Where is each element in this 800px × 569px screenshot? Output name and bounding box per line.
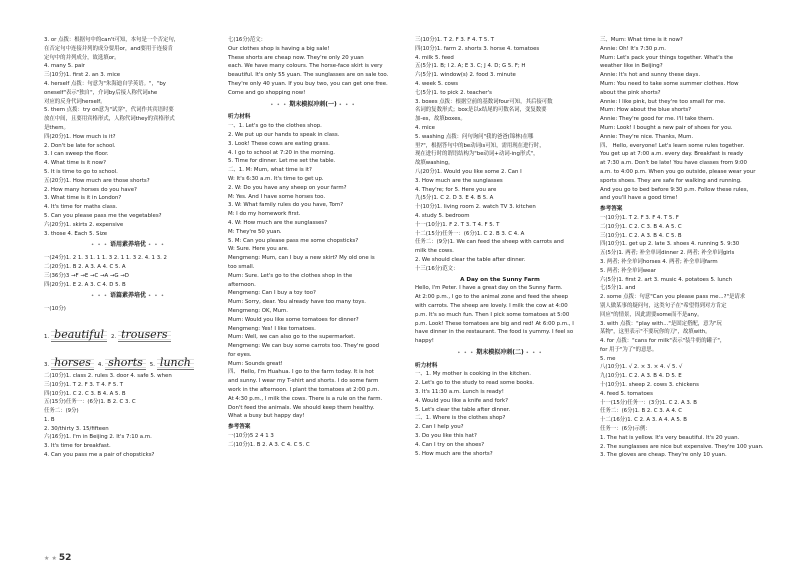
- column-2-listening: [228, 122, 398, 421]
- text-line: 八(20分)1. Would you like some 2. Can I: [415, 168, 522, 175]
- text-line: 一、1. My mother is cooking in the kitchen.: [415, 371, 532, 378]
- text-line: 任务二：(9分): [44, 408, 79, 415]
- column-4-answers: [600, 214, 770, 460]
- text-line: 七(5分)1. to pick 2. teacher's: [415, 89, 492, 96]
- text-line: 一(24分)1. 2 1. 3 1. 1 1. 3 2. 1 1. 3 2. 4. 1 3. 2: [44, 255, 167, 262]
- text-line: 回应"的情景，因此需要some而不是any。: [600, 311, 703, 318]
- reference-answers-heading: 参考答案: [228, 424, 251, 431]
- text-line: Annie: They're nice. Thanks, Mum.: [600, 133, 694, 140]
- text-line: 某物"，这里表示"不要玩你的刀"，故填with。: [600, 329, 711, 336]
- handwriting-number: 1.: [44, 334, 50, 341]
- text-line: 2. How many horses do you have?: [44, 186, 137, 193]
- text-line: 定句中的并列成分，故选填or。: [44, 54, 120, 61]
- text-line: Hello, I'm Peter. I have a great day on the Sunny Farm.: [415, 285, 563, 292]
- text-line: 七(5分)1. and: [600, 285, 636, 292]
- column-3: [415, 36, 585, 458]
- text-line: At 2:00 p.m., I go to the animal zone and feed the sheep: [415, 294, 569, 301]
- text-line: 3. Do you like this hat?: [415, 433, 477, 440]
- text-line: 四(20分)1. E 2. A 3. C 4. D 5. B: [44, 281, 126, 288]
- text-line: 名词的复数形式；box是以x结尾的可数名词，变复数要: [415, 107, 547, 114]
- text-line: 3. those 4. Each 5. Size: [44, 230, 108, 237]
- text-line: Come and go shopping now!: [228, 89, 306, 96]
- handwriting-text: beautiful: [51, 329, 107, 342]
- text-line: 十一(15分)任务一：(3分)1. C 2. A 3. B: [600, 399, 697, 406]
- section-heading-final-mock-2: • • • 期末模拟冲刺(二) • • •: [457, 348, 543, 356]
- text-line: 3. Look! These cows are eating grass.: [228, 140, 330, 147]
- text-line: each. We have many colours. The horse-face skirt is very: [228, 63, 383, 70]
- text-line: 2. some 点拨：句意"Can you please pass me...?"是请求: [600, 294, 746, 301]
- text-line: 5. Can you please pass me the vegetables?: [44, 212, 162, 219]
- text-line: 三(10分)1. first 2. an 3. mice: [44, 72, 121, 79]
- text-line: 对应的反身代词herself。: [44, 98, 106, 105]
- text-line: 3. The gloves are cheap. They're only 10 yuan.: [600, 452, 727, 459]
- text-line: 3. 两者; 补全单词horses 4. 两者; 补全单词farm: [600, 258, 718, 265]
- column-2-essay: [228, 36, 398, 98]
- text-line: 5. How much are the shorts?: [415, 450, 493, 457]
- text-line: 四、 Hello, I'm Huahua. I go to the farm today. It is hot: [228, 369, 374, 376]
- text-line: 3. with 点拨："play with..."是固定搭配，意为"玩: [600, 320, 722, 327]
- text-line: at 7:30 a.m. Don't be late! You have classes from 9:00: [600, 160, 747, 167]
- text-line: 3. It's time for breakfast.: [44, 443, 111, 450]
- text-line: 2. Can I help you?: [415, 424, 464, 431]
- handwriting-word: [44, 357, 94, 370]
- handwriting-row-1: [44, 316, 212, 342]
- text-line: 六(5分)1. window(s) 2. food 3. minute: [415, 72, 516, 79]
- text-line: W: It's 6:30 a.m. It's time to get up.: [228, 175, 324, 182]
- text-line: 四、 Hello, everyone! Let's learn some rules together.: [600, 142, 745, 149]
- text-line: Don't feed the animals. We should keep them healthy.: [228, 404, 375, 411]
- column-2: [228, 36, 398, 450]
- text-line: happy!: [415, 338, 434, 345]
- text-line: W: Sure. Here you are.: [228, 246, 289, 253]
- text-line: 2. We should clear the table after dinner.: [415, 256, 526, 263]
- listening-material-heading: 听力材料: [228, 114, 251, 121]
- text-line: 1. The hat is yellow. It's very beautiful. It's 20 yuan.: [600, 434, 740, 441]
- handwriting-number: 4.: [97, 362, 104, 369]
- handwriting-number: 5.: [149, 362, 155, 369]
- text-line: 4. many 5. pair: [44, 63, 86, 70]
- text-line: have dinner in the restaurant. The food is yummy. I feel so: [415, 329, 574, 336]
- handwriting-word: [111, 329, 171, 342]
- text-line: too small.: [228, 263, 255, 270]
- text-line: 4. Would you like a knife and fork?: [415, 397, 509, 404]
- text-line: 4. It's time for maths class.: [44, 204, 118, 211]
- text-line: Mum: Let's pack your things together. What's the: [600, 54, 734, 61]
- text-line: a.m. to 4:00 p.m. When you go outside, please wear your: [600, 168, 756, 175]
- text-line: 五(20分)1. How much are those shorts?: [44, 177, 150, 184]
- section-heading-final-mock-1: • • • 期末模拟冲刺(一) • • •: [270, 100, 356, 108]
- text-line: 4. herself 点拨：句意为"朱海迪自学英语。"，"by: [44, 80, 166, 87]
- text-line: weather like in Beijing?: [600, 63, 663, 70]
- handwriting-text: lunch: [157, 357, 194, 370]
- handwriting-text: horses: [51, 357, 94, 370]
- text-line: 3. or 点拨：根据句中的can't可知，本句是一个否定句，: [44, 37, 180, 43]
- text-line: 三(10分)1. C 2. A 3. B 4. C 5. B: [600, 232, 682, 239]
- handwriting-word: [44, 329, 107, 342]
- text-line: 5. 两者; 补全单词wear: [600, 267, 656, 274]
- text-line: 4. W: How much are the sunglasses?: [228, 219, 328, 226]
- text-line: 5. me: [600, 355, 616, 362]
- reference-answers-heading-2: 参考答案: [600, 206, 623, 213]
- text-line: 4. milk 5. feed: [415, 54, 454, 61]
- text-line: Mum: Would you like some tomatoes for dinner?: [228, 316, 359, 323]
- text-line: 九(5分)1. C 2. D 3. E 4. B 5. A: [415, 195, 494, 202]
- text-line: M: I do my homework first.: [228, 211, 301, 218]
- text-line: 3. boxes 点拨：根据空前的基数词four可知，其后接可数: [415, 98, 553, 105]
- text-line: Mum: Look! I bought a new pair of shoes for you.: [600, 124, 733, 131]
- text-line: 5. Time for dinner. Let me set the table.: [228, 158, 336, 165]
- handwriting-word: [150, 357, 194, 370]
- page-number: ★ ★ 52: [44, 553, 72, 563]
- text-line: They're only 40 yuan. If you buy two, you can get one free.: [228, 80, 388, 87]
- text-line: 5. them 点拨：try on意为"试穿"，代词作其宾语时要: [44, 107, 174, 114]
- text-line: 别人做某事的疑问句，这类句子在"希望得到对方肯定: [600, 302, 727, 309]
- text-line: 是them。: [44, 124, 69, 131]
- text-line: 六(16分)1. I'm in Beijing 2. It's 7:10 a.m.: [44, 434, 152, 441]
- text-line: 加-es，故填boxes。: [415, 116, 466, 123]
- text-line: 放在中间，且要用宾格形式，人称代词they的宾格形式: [44, 116, 175, 123]
- text-line: oneself"表示"独自"，介词by后接人称代词she: [44, 89, 158, 96]
- text-line: with carrots. The sheep are lovely. I milk the cow at 4:00: [415, 302, 568, 309]
- text-line: 在否定句中连接并列的成分要用or，and要用于连接肯: [44, 45, 173, 52]
- text-line: p.m. It's so much fun. Then I pick some tomatoes at 5:00: [415, 311, 570, 318]
- text-line: 3. It's 11:30 a.m. Lunch is ready!: [415, 389, 504, 396]
- text-line: 十三(16分)范文：: [415, 265, 459, 272]
- column-1-answers-a: [44, 36, 212, 238]
- listening-material-heading-2: 听力材料: [415, 362, 438, 369]
- handwriting-number: 3.: [44, 362, 50, 369]
- column-3-essay: [415, 284, 585, 346]
- column-3-listening: [415, 370, 585, 458]
- text-line: 十二(15分)任务一：(6分)1. C 2. B 3. C 4. A: [415, 230, 525, 237]
- text-line: Mum: Sounds great!: [228, 360, 283, 367]
- column-4: [600, 36, 770, 460]
- text-line: 3. W: What family rules do you have, Tom?: [228, 202, 344, 209]
- text-line: 六(20分)1. skirts 2. expensive: [44, 221, 124, 228]
- text-line: 九(10分)1. C 2. A 3. B 4. D 5. E: [600, 373, 682, 380]
- text-line: 七(16分)范文：: [228, 37, 267, 43]
- text-line: 4. Can you pass me a pair of chopsticks?: [44, 452, 155, 459]
- text-line: and you'll have a good time!: [600, 195, 678, 202]
- text-line: 十一(10分)1. F 2. T 3. T 4. F 5. T: [415, 221, 500, 228]
- text-line: 一(10分)5 2 4 1 3: [228, 433, 274, 440]
- text-line: 5. washing 点拨：问句询问"我的爸爸(锦林)在哪: [415, 133, 534, 140]
- text-line: 二(10分)1. B 2. A 3. C 4. C 5. C: [228, 441, 310, 448]
- text-line: 4. mice: [415, 124, 435, 131]
- text-line: 五(5分)1. 两者; 补全单词dinner 2. 两者; 补全单词girls: [600, 250, 735, 257]
- text-line: And you go to bed before 9:30 p.m. Follow these rules,: [600, 186, 749, 193]
- section-heading-pragmatics: • • • 语用素养培优 • • •: [91, 241, 165, 249]
- text-line: Mengmeng: OK, Mum.: [228, 307, 288, 314]
- text-line: 二、1. M: Mum, what time is it?: [228, 167, 312, 174]
- column-4-listening: [600, 36, 770, 203]
- text-line: 3. What time is it in London?: [44, 195, 122, 202]
- text-line: 一、1. Let's go to the clothes shop.: [228, 123, 322, 130]
- column-1-answers-c: [44, 372, 212, 460]
- text-line: 现在进行时的谓语结构为"be动词+动词-ing形式"，: [415, 151, 539, 158]
- text-line: Mengmeng: Can I buy a toy too?: [228, 290, 316, 297]
- text-line: Mum: Well, we can also go to the supermarket.: [228, 334, 356, 341]
- text-line: milk the cows.: [415, 248, 454, 255]
- text-line: 三、Mum: What time is it now?: [600, 37, 683, 43]
- handwriting-number: 2.: [110, 334, 117, 341]
- text-line: 4. study 5. bedroom: [415, 212, 470, 219]
- text-line: 2. W: Do you have any sheep on your farm?: [228, 184, 347, 191]
- text-line: 四(10分)1. farm 2. shorts 3. horse 4. tomatoes: [415, 45, 540, 52]
- text-line: work in the afternoon. I plant the tomatoes at 2:00 p.m.: [228, 387, 380, 394]
- text-line: 一(10分)1. T 2. F 3. F 4. T 5. F: [600, 214, 679, 221]
- text-line: 三(36分)3 →F →E →C →A →G →D: [44, 272, 129, 279]
- text-line: Annie: Oh! It's 7:30 p.m.: [600, 45, 667, 52]
- text-line: Our clothes shop is having a big sale!: [228, 45, 330, 52]
- text-line: Annie: I like pink, but they're too small for me.: [600, 98, 726, 105]
- text-line: for 用于"为了"的意思。: [600, 346, 658, 353]
- text-line: 四(10分)1. get up 2. late 3. shoes 4. running 5. 9:30: [600, 241, 740, 248]
- text-line: 5. M: Can you please pass me some chopsticks?: [228, 237, 359, 244]
- text-line: Annie: They're good for me. I'll take them.: [600, 116, 714, 123]
- text-line: 二、1. Where is the clothes shop?: [415, 415, 506, 422]
- text-line: 任务一：(6分)示例：: [600, 426, 651, 433]
- text-line: Mum: Sure. Let's go to the clothes shop in the: [228, 272, 353, 279]
- text-line: 4. week 5. cows: [415, 80, 459, 87]
- text-line: 五(5分)1. B; I 2. A; E 3. C; J 4. D; G 5. F; H: [415, 63, 526, 70]
- column-3-answers-a: [415, 36, 585, 274]
- handwriting-text: shorts: [105, 357, 146, 370]
- text-line: 十(10分)1. living room 2. watch TV 3. kitchen: [415, 204, 536, 211]
- text-line: 二(20分)1. B 2. A 3. A 4. C 5. A: [44, 263, 126, 270]
- text-line: 故填washing。: [415, 160, 454, 167]
- text-line: 四(10分)1. C 2. C 3. B 4. A 5. B: [44, 390, 126, 397]
- text-line: 4. What time is it now?: [44, 160, 106, 167]
- text-line: Mum: You need to take some summer clothes. How: [600, 80, 739, 87]
- text-line: 1. B: [44, 416, 55, 423]
- text-line: 4. feed 5. tomatoes: [600, 390, 653, 397]
- text-line: You get up at 7:00 a.m. every day. Breakfast is ready: [600, 151, 744, 158]
- text-line: 任务二：(6分)1. B 2. C 3. A 4. C: [600, 408, 683, 415]
- text-line: 任务二：(9分)1. We can feed the sheep with carrots and: [415, 239, 564, 246]
- text-line: Mum: How about the blue shorts?: [600, 107, 692, 114]
- text-line: Mengmeng: We can buy some carrots too. They're good: [228, 343, 380, 350]
- text-line: 3. I can sweep the floor.: [44, 151, 109, 158]
- text-line: 十二(16分)1. C 2. A 3. A 4. A 5. B: [600, 417, 687, 424]
- handwriting-row-2: [44, 344, 212, 370]
- text-line: 三(10分)1. T 2. F 3. F 4. T 5. T: [415, 37, 495, 43]
- text-line: 5. Let's clear the table after dinner.: [415, 406, 511, 413]
- text-line: 二(10分)1. class 2. rules 3. door 4. safe 5. when: [44, 372, 172, 379]
- text-line: 2. We put up our hands to speak in class.: [228, 131, 340, 138]
- text-line: 八(10分)1. √ 2. × 3. × 4. √ 5. √: [600, 364, 683, 371]
- text-line: 2. Don't be late for school.: [44, 142, 116, 149]
- handwriting-prefix: 一(10分): [44, 306, 66, 313]
- text-line: Annie: It's hot and sunny these days.: [600, 72, 701, 79]
- text-line: 4. They're; for 5. Here you are: [415, 186, 497, 193]
- text-line: for eyes.: [228, 351, 252, 358]
- text-line: 4. for 点拨："cans for milk"表示"装牛奶的罐子"，: [600, 338, 726, 345]
- text-line: Mum: Sorry, dear. You already have too many toys.: [228, 299, 366, 306]
- text-line: about the pink shorts?: [600, 89, 661, 96]
- text-line: p.m. Look! These tomatoes are big and red! At 6:00 p.m., I: [415, 320, 574, 327]
- text-line: 三(10分)1. T 2. F 3. T 4. F 5. T: [44, 381, 124, 388]
- text-line: beautiful. It's only 55 yuan. The sunglasses are on sale too.: [228, 72, 389, 79]
- text-line: Mengmeng: Mum, can I buy a new skirt? My old one is: [228, 255, 375, 262]
- section-heading-discourse: • • • 语篇素养培优 • • •: [91, 292, 165, 300]
- column-1: [44, 36, 212, 460]
- text-line: afternoon.: [228, 281, 256, 288]
- text-line: 五(15分)任务一：(6分)1. B 2. C 3. C: [44, 399, 136, 406]
- text-line: 4. Can I try on the shoes?: [415, 441, 485, 448]
- text-line: 六(5分)1. first 2. art 3. music 4. potatoes 5. lunch: [600, 276, 733, 283]
- text-line: What a busy but happy day!: [228, 413, 305, 420]
- text-line: 3. How much are the sunglasses: [415, 177, 503, 184]
- handwriting-word: [98, 357, 146, 370]
- text-line: 2. The sunglasses are nice but expensive. They're 100 yuan.: [600, 443, 764, 450]
- text-line: 二(10分)1. C 2. C 3. B 4. A 5. C: [600, 223, 682, 230]
- text-line: Mengmeng: Yes! I like tomatoes.: [228, 325, 316, 332]
- text-line: 2. Let's go to the study to read some books.: [415, 380, 535, 387]
- handwriting-text: trousers: [118, 329, 170, 342]
- text-line: sports shoes. They are safe for walking and running.: [600, 177, 742, 184]
- text-line: 5. It is time to go to school.: [44, 168, 118, 175]
- text-line: M: Yes. And I have some horses too.: [228, 193, 326, 200]
- essay-title: A Day on the Sunny Farm: [460, 276, 540, 283]
- text-line: 4. I go to school at 7:20 in the morning.: [228, 149, 335, 156]
- text-line: These shorts are cheap now. They're only 20 yuan: [228, 54, 364, 61]
- column-2-answers: [228, 432, 398, 450]
- text-line: 2. 30/thirty 3. 15/fifteen: [44, 425, 109, 432]
- column-1-answers-b: [44, 254, 212, 289]
- text-line: 十(10分)1. sheep 2. cows 3. chickens: [600, 382, 699, 389]
- text-line: M: They're 50 yuan.: [228, 228, 282, 235]
- text-line: At 4:30 p.m., I milk the cows. There is a rule on the farm.: [228, 395, 383, 402]
- text-line: and sunny. I wear my T-shirt and shorts. I do some farm: [228, 378, 379, 385]
- text-line: 里?"，根据答句中的be动词is可知，需用现在进行时，: [415, 142, 545, 149]
- text-line: 四(20分)1. How much is it?: [44, 133, 116, 140]
